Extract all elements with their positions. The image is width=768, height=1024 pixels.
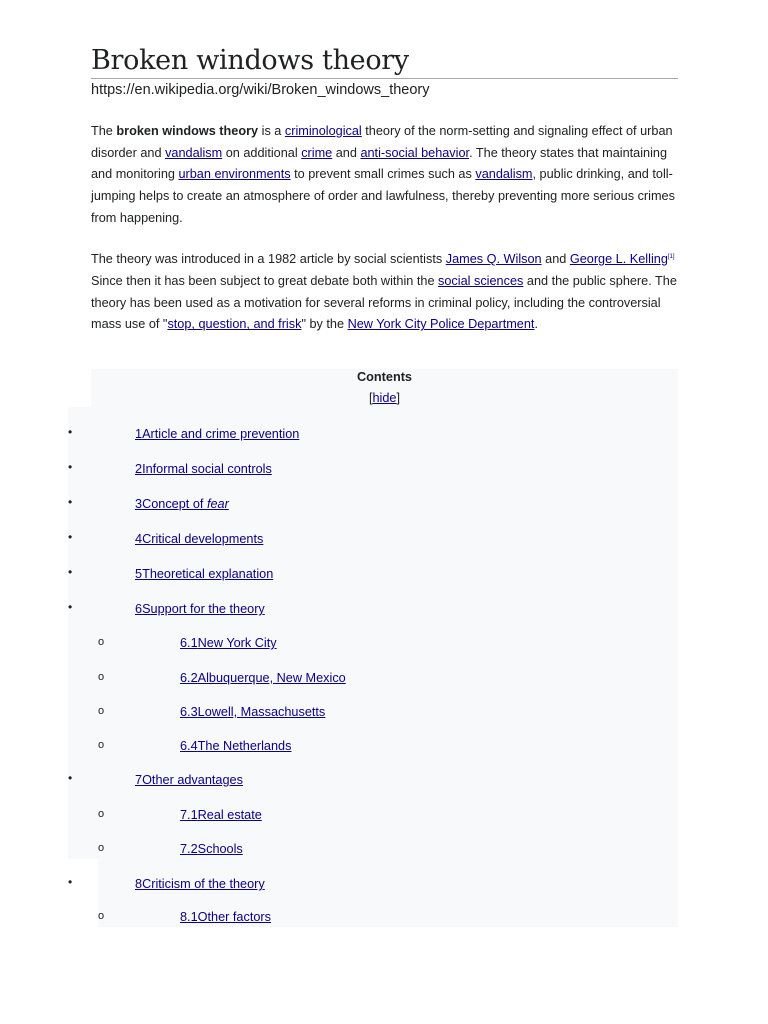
text: . The theory states that maintaining and monitoring bbox=[91, 145, 668, 182]
text: to prevent small crimes such as bbox=[290, 167, 476, 182]
text: The theory was introduced in a 1982 article by social scientists bbox=[91, 252, 446, 267]
page-url: https://en.wikipedia.org/wiki/Broken_windows_theory bbox=[91, 82, 430, 98]
toc-label: Informal social controls bbox=[142, 462, 272, 476]
link-vandalism-2[interactable]: vandalism bbox=[475, 167, 533, 182]
link-vandalism[interactable]: vandalism bbox=[165, 145, 223, 160]
toc-label: Albuquerque, New Mexico bbox=[197, 671, 346, 685]
toc-label: Other factors bbox=[197, 910, 271, 924]
toc-number: 7 bbox=[135, 773, 143, 787]
bullet-disc: • bbox=[68, 495, 73, 509]
text: and the public sphere. The theory has been used as a motivation for several reforms in criminal policy, including the controversial mass use of " bbox=[91, 273, 677, 332]
toc-item-8-1[interactable] bbox=[180, 910, 271, 924]
bullet-disc: • bbox=[68, 460, 73, 474]
bullet-circle: o bbox=[98, 842, 105, 854]
toc-item-6-1[interactable] bbox=[180, 636, 277, 650]
toc-number: 6 bbox=[135, 602, 143, 616]
text: theory of the norm-setting and signaling effect of urban disorder and bbox=[91, 124, 673, 160]
link-criminological[interactable]: criminological bbox=[284, 124, 362, 138]
toc-number: 1 bbox=[135, 427, 143, 441]
toc-number: 6.1 bbox=[180, 636, 198, 650]
toc-item-7-1[interactable] bbox=[180, 808, 262, 822]
toc-label: Critical developments bbox=[142, 532, 264, 546]
text: and bbox=[541, 252, 570, 267]
bullet-circle: o bbox=[98, 910, 105, 922]
toc-label: Lowell, Massachusetts bbox=[197, 705, 326, 719]
link-urban-environments[interactable]: urban environments bbox=[178, 167, 291, 182]
text: The bbox=[91, 124, 117, 138]
bullet-circle: o bbox=[98, 636, 105, 648]
toc-number: 3 bbox=[135, 497, 143, 511]
toc-item-5[interactable] bbox=[135, 567, 273, 581]
toc-item-1[interactable] bbox=[135, 427, 299, 441]
page-title: Broken windows theory bbox=[91, 44, 678, 79]
toc-label: The Netherlands bbox=[197, 739, 292, 753]
bullet-disc: • bbox=[68, 600, 73, 614]
intro-paragraph-2 bbox=[91, 247, 681, 336]
toc-label: New York City bbox=[197, 636, 277, 650]
link-james-q-wilson[interactable]: James Q. Wilson bbox=[445, 252, 542, 267]
link-social-sciences[interactable]: social sciences bbox=[438, 273, 524, 288]
toc-item-3[interactable] bbox=[135, 497, 229, 511]
toc-number: 5 bbox=[135, 567, 143, 581]
toc-item-7[interactable] bbox=[135, 773, 243, 787]
link-george-l-kelling[interactable]: George L. Kelling bbox=[569, 252, 668, 267]
link-anti-social-behavior[interactable]: anti-social behavior bbox=[360, 145, 470, 160]
toc-item-6-3[interactable] bbox=[180, 705, 325, 719]
bracket: ] bbox=[396, 391, 401, 405]
link-nypd[interactable]: New York City Police Department bbox=[347, 317, 535, 332]
text: is a bbox=[258, 124, 285, 138]
toc-label: Real estate bbox=[197, 808, 262, 822]
toc-item-6-4[interactable] bbox=[180, 739, 291, 753]
bullet-disc: • bbox=[68, 875, 73, 889]
toc-number: 6.4 bbox=[180, 739, 198, 753]
bullet-circle: o bbox=[98, 808, 105, 820]
toc-item-7-2[interactable] bbox=[180, 842, 243, 856]
toc-number: 6.2 bbox=[180, 671, 198, 685]
toc-title: Contents bbox=[357, 370, 412, 384]
toc-label: Other advantages bbox=[142, 773, 243, 787]
toc-label: Criticism of the theory bbox=[142, 877, 265, 891]
text: and bbox=[332, 145, 361, 160]
text: . bbox=[534, 317, 538, 332]
toc-label: Article and crime prevention bbox=[142, 427, 300, 441]
toc-item-6[interactable] bbox=[135, 602, 265, 616]
bullet-circle: o bbox=[98, 739, 105, 751]
toc-hide-link[interactable]: hide bbox=[372, 391, 397, 405]
toc-item-8[interactable] bbox=[135, 877, 265, 891]
reference-1[interactable]: [1] bbox=[667, 254, 675, 260]
bracket: [ bbox=[368, 391, 373, 405]
toc-toggle bbox=[91, 391, 678, 405]
toc-number: 8 bbox=[135, 877, 143, 891]
toc-label: Schools bbox=[197, 842, 243, 856]
bullet-disc: • bbox=[68, 530, 73, 544]
toc-label: Support for the theory bbox=[142, 602, 265, 616]
toc-label: Concept of bbox=[142, 497, 207, 511]
toc-number: 4 bbox=[135, 532, 143, 546]
toc-number: 6.3 bbox=[180, 705, 198, 719]
bullet-disc: • bbox=[68, 425, 73, 439]
toc-number: 7.1 bbox=[180, 808, 198, 822]
bold-term: broken windows theory bbox=[116, 124, 259, 138]
toc-item-2[interactable] bbox=[135, 462, 272, 476]
toc-number: 7.2 bbox=[180, 842, 198, 856]
toc-number: 8.1 bbox=[180, 910, 198, 924]
bullet-disc: • bbox=[68, 565, 73, 579]
intro-paragraph-1 bbox=[91, 121, 681, 230]
bullet-circle: o bbox=[98, 705, 105, 717]
toc-item-4[interactable] bbox=[135, 532, 263, 546]
toc-number: 2 bbox=[135, 462, 143, 476]
text: on additional bbox=[222, 145, 302, 160]
bullet-disc: • bbox=[68, 771, 73, 785]
link-stop-question-frisk[interactable]: stop, question, and frisk bbox=[167, 317, 302, 332]
text: Since then it has been subject to great debate both within the bbox=[91, 273, 439, 288]
toc-label-emphasis: fear bbox=[206, 497, 229, 511]
toc-item-6-2[interactable] bbox=[180, 671, 346, 685]
text: " by the bbox=[301, 317, 348, 332]
link-crime[interactable]: crime bbox=[301, 145, 333, 160]
toc-label: Theoretical explanation bbox=[142, 567, 274, 581]
text: , public drinking, and toll-jumping helps to create an atmosphere of order and lawfulness, thereby preventing more serious crimes from happening. bbox=[91, 167, 675, 225]
bullet-circle: o bbox=[98, 671, 105, 683]
